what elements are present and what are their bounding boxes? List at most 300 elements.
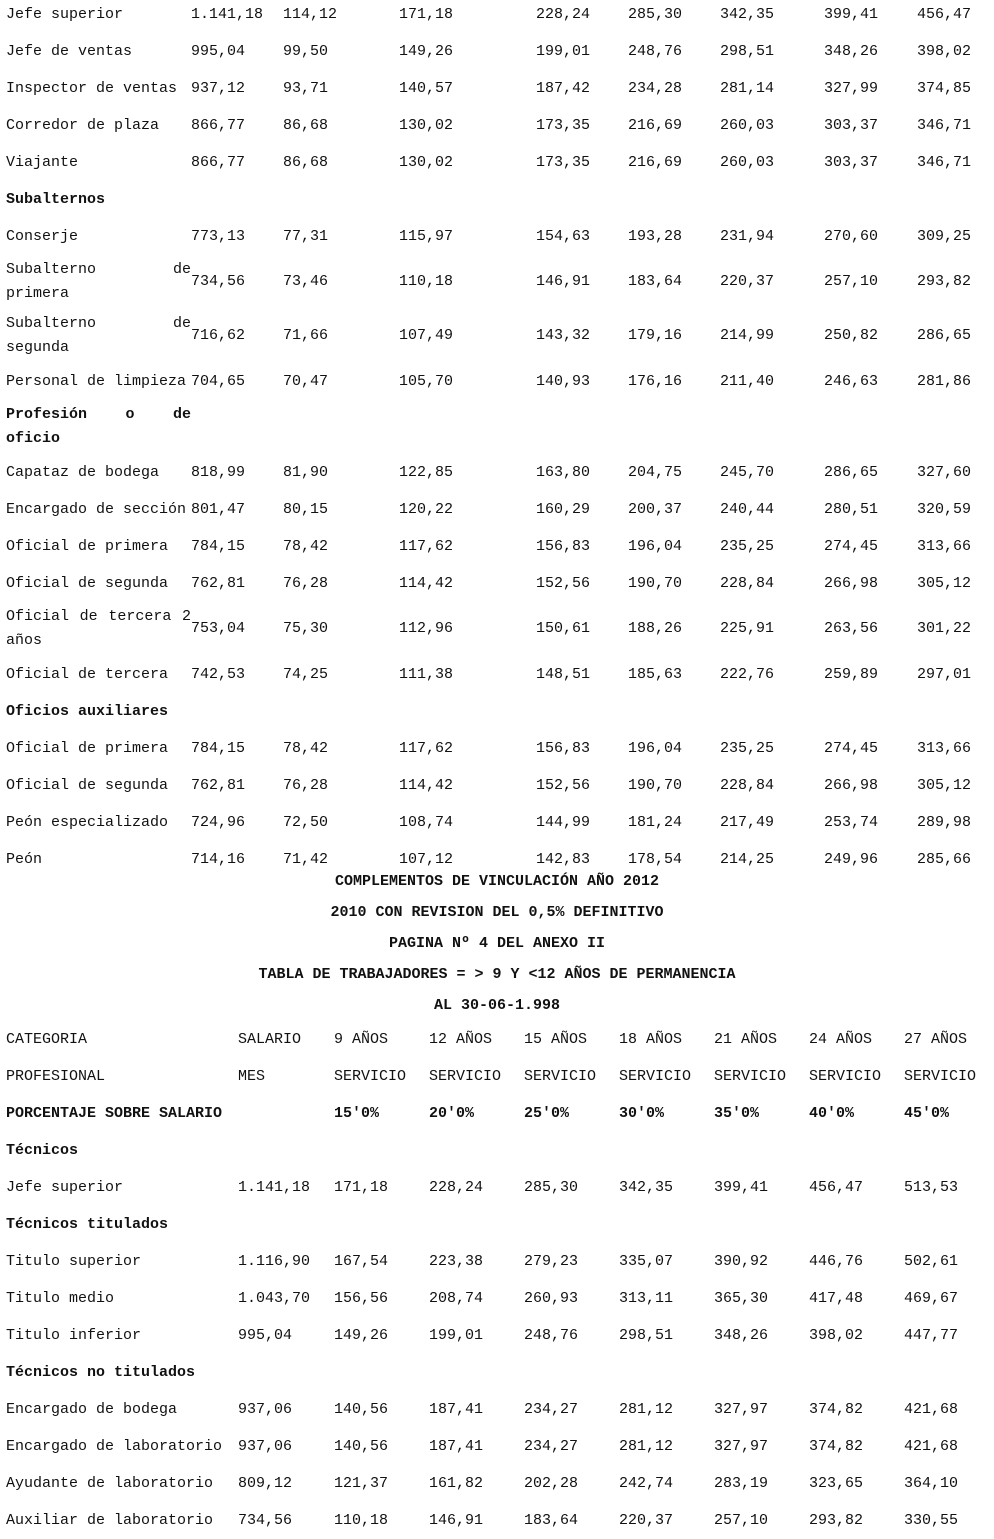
value-cell: 115,97 xyxy=(399,227,454,245)
value-cell: 513,53 xyxy=(904,1178,959,1196)
value-cell: 309,25 xyxy=(917,227,972,245)
empty-cell xyxy=(524,1206,619,1243)
section-label: Oficios auxiliares xyxy=(6,702,169,720)
value-cell: 75,30 xyxy=(283,620,329,637)
header-cell xyxy=(238,1095,334,1132)
value-cell: 734,56 xyxy=(191,273,246,290)
table-row xyxy=(6,1465,988,1502)
value-cell: 173,35 xyxy=(536,153,591,171)
empty-cell xyxy=(917,400,988,454)
value-cell: 235,25 xyxy=(720,537,775,555)
value-cell: 234,28 xyxy=(628,79,683,97)
value-cell: 167,54 xyxy=(334,1252,389,1270)
value-cell: 199,01 xyxy=(536,42,591,60)
value-cell: 93,71 xyxy=(283,79,329,97)
empty-cell xyxy=(524,1354,619,1391)
heading-title: COMPLEMENTOS DE VINCULACIÓN AÑO 2012 xyxy=(334,873,660,890)
value-cell: 204,75 xyxy=(628,463,683,481)
value-cell: 809,12 xyxy=(238,1474,293,1492)
value-cell: 248,76 xyxy=(524,1326,579,1344)
value-cell: 297,01 xyxy=(917,665,972,683)
value-cell: 234,27 xyxy=(524,1437,579,1455)
category-cell: Oficial de primera xyxy=(6,739,169,757)
value-cell: 502,61 xyxy=(904,1252,959,1270)
value-cell: 390,92 xyxy=(714,1252,769,1270)
value-cell: 937,06 xyxy=(238,1400,293,1418)
empty-cell xyxy=(714,1206,809,1243)
value-cell: 417,48 xyxy=(809,1289,864,1307)
value-cell: 150,61 xyxy=(536,620,591,637)
value-cell: 305,12 xyxy=(917,776,972,794)
value-cell: 146,91 xyxy=(429,1511,484,1529)
value-cell: 253,74 xyxy=(824,813,879,831)
section-label: Profesión o de oficio xyxy=(6,406,191,447)
value-cell: 231,94 xyxy=(720,227,775,245)
empty-cell xyxy=(619,1206,714,1243)
value-cell: 446,76 xyxy=(809,1252,864,1270)
value-cell: 114,12 xyxy=(283,5,338,23)
value-cell: 181,24 xyxy=(628,813,683,831)
value-cell: 348,26 xyxy=(714,1326,769,1344)
category-cell: Oficial de tercera 2 años xyxy=(6,608,191,649)
value-cell: 193,28 xyxy=(628,227,683,245)
value-cell: 469,67 xyxy=(904,1289,959,1307)
table-row xyxy=(6,730,988,767)
value-cell: 995,04 xyxy=(191,42,246,60)
empty-cell xyxy=(238,1354,334,1391)
value-cell: 117,62 xyxy=(399,739,454,757)
category-cell: Jefe de ventas xyxy=(6,42,133,60)
empty-cell xyxy=(334,1354,429,1391)
table-row xyxy=(6,656,988,693)
empty-cell xyxy=(399,181,536,218)
value-cell: 281,12 xyxy=(619,1400,674,1418)
value-cell: 298,51 xyxy=(720,42,775,60)
value-cell: 99,50 xyxy=(283,42,329,60)
empty-cell xyxy=(714,1132,809,1169)
header-cell: 45'0% xyxy=(904,1104,950,1122)
value-cell: 228,84 xyxy=(720,574,775,592)
value-cell: 937,06 xyxy=(238,1437,293,1455)
value-cell: 342,35 xyxy=(720,5,775,23)
value-cell: 266,98 xyxy=(824,776,879,794)
value-cell: 110,18 xyxy=(399,273,454,290)
value-cell: 937,12 xyxy=(191,79,246,97)
value-cell: 995,04 xyxy=(238,1326,293,1344)
value-cell: 112,96 xyxy=(399,620,454,637)
value-cell: 183,64 xyxy=(524,1511,579,1529)
value-cell: 154,63 xyxy=(536,227,591,245)
value-cell: 176,16 xyxy=(628,372,683,390)
value-cell: 78,42 xyxy=(283,537,329,555)
value-cell: 818,99 xyxy=(191,463,246,481)
value-cell: 285,30 xyxy=(628,5,683,23)
value-cell: 214,25 xyxy=(720,850,775,868)
value-cell: 216,69 xyxy=(628,116,683,134)
empty-cell xyxy=(238,1206,334,1243)
salary-table-bottom xyxy=(6,1021,988,1539)
table-row xyxy=(6,363,988,400)
empty-cell xyxy=(191,181,283,218)
heading-page: PAGINA Nº 4 DEL ANEXO II xyxy=(388,935,606,952)
value-cell: 249,96 xyxy=(824,850,879,868)
document-headings xyxy=(0,866,994,1021)
table-row xyxy=(6,309,988,363)
empty-cell xyxy=(824,693,917,730)
heading-revision: 2010 CON REVISION DEL 0,5% DEFINITIVO xyxy=(330,904,664,921)
value-cell: 121,37 xyxy=(334,1474,389,1492)
category-cell: Titulo inferior xyxy=(6,1326,142,1344)
category-cell: Corredor de plaza xyxy=(6,116,160,134)
value-cell: 246,63 xyxy=(824,372,879,390)
value-cell: 140,56 xyxy=(334,1437,389,1455)
value-cell: 240,44 xyxy=(720,500,775,518)
header-cell: SERVICIO xyxy=(619,1067,692,1085)
value-cell: 266,98 xyxy=(824,574,879,592)
value-cell: 399,41 xyxy=(824,5,879,23)
value-cell: 78,42 xyxy=(283,739,329,757)
value-cell: 228,24 xyxy=(536,5,591,23)
value-cell: 163,80 xyxy=(536,463,591,481)
category-cell: Encargado de bodega xyxy=(6,1400,178,1418)
value-cell: 327,99 xyxy=(824,79,879,97)
value-cell: 122,85 xyxy=(399,463,454,481)
value-cell: 72,50 xyxy=(283,813,329,831)
empty-cell xyxy=(917,181,988,218)
table-row xyxy=(6,528,988,565)
value-cell: 220,37 xyxy=(619,1511,674,1529)
category-cell: Titulo superior xyxy=(6,1252,142,1270)
value-cell: 399,41 xyxy=(714,1178,769,1196)
value-cell: 80,15 xyxy=(283,500,329,518)
value-cell: 398,02 xyxy=(917,42,972,60)
empty-cell xyxy=(904,1354,988,1391)
value-cell: 190,70 xyxy=(628,574,683,592)
table-row xyxy=(6,602,988,656)
value-cell: 178,54 xyxy=(628,850,683,868)
value-cell: 86,68 xyxy=(283,116,329,134)
value-cell: 293,82 xyxy=(917,273,972,290)
value-cell: 327,97 xyxy=(714,1437,769,1455)
value-cell: 222,76 xyxy=(720,665,775,683)
empty-cell xyxy=(917,693,988,730)
empty-cell xyxy=(720,400,824,454)
empty-cell xyxy=(628,400,720,454)
value-cell: 217,49 xyxy=(720,813,775,831)
table-row xyxy=(6,454,988,491)
section-row xyxy=(6,693,988,730)
value-cell: 211,40 xyxy=(720,372,775,390)
value-cell: 140,57 xyxy=(399,79,454,97)
header-cell: SERVICIO xyxy=(334,1067,407,1085)
value-cell: 374,82 xyxy=(809,1400,864,1418)
header-cell: SERVICIO xyxy=(524,1067,597,1085)
value-cell: 335,07 xyxy=(619,1252,674,1270)
category-cell: Ayudante de laboratorio xyxy=(6,1474,214,1492)
header-category-cell: CATEGORIA xyxy=(6,1030,88,1048)
category-cell: Subalterno de segunda xyxy=(6,315,191,356)
table-row xyxy=(6,107,988,144)
value-cell: 753,04 xyxy=(191,620,246,637)
header-cell: SERVICIO xyxy=(904,1067,977,1085)
value-cell: 716,62 xyxy=(191,327,246,344)
empty-cell xyxy=(283,400,399,454)
value-cell: 784,15 xyxy=(191,537,246,555)
value-cell: 801,47 xyxy=(191,500,246,518)
section-row xyxy=(6,1206,988,1243)
value-cell: 327,60 xyxy=(917,463,972,481)
value-cell: 149,26 xyxy=(399,42,454,60)
category-cell: Conserje xyxy=(6,227,79,245)
value-cell: 111,38 xyxy=(399,665,454,683)
header-cell: 24 AÑOS xyxy=(809,1030,873,1048)
value-cell: 327,97 xyxy=(714,1400,769,1418)
value-cell: 259,89 xyxy=(824,665,879,683)
table-row xyxy=(6,1391,988,1428)
empty-cell xyxy=(628,693,720,730)
value-cell: 704,65 xyxy=(191,372,246,390)
value-cell: 762,81 xyxy=(191,776,246,794)
value-cell: 285,66 xyxy=(917,850,972,868)
value-cell: 156,83 xyxy=(536,739,591,757)
value-cell: 250,82 xyxy=(824,327,879,344)
empty-cell xyxy=(399,693,536,730)
header-row xyxy=(6,1058,988,1095)
value-cell: 285,30 xyxy=(524,1178,579,1196)
value-cell: 260,03 xyxy=(720,153,775,171)
value-cell: 107,49 xyxy=(399,327,454,344)
category-cell: Encargado de laboratorio xyxy=(6,1437,223,1455)
value-cell: 274,45 xyxy=(824,739,879,757)
header-cell: SALARIO xyxy=(238,1030,302,1048)
value-cell: 242,74 xyxy=(619,1474,674,1492)
value-cell: 196,04 xyxy=(628,739,683,757)
header-cell: 18 AÑOS xyxy=(619,1030,683,1048)
header-category-cell: PROFESIONAL xyxy=(6,1067,106,1085)
value-cell: 734,56 xyxy=(238,1511,293,1529)
value-cell: 156,83 xyxy=(536,537,591,555)
value-cell: 152,56 xyxy=(536,574,591,592)
value-cell: 263,56 xyxy=(824,620,879,637)
table-row xyxy=(6,1243,988,1280)
table-row xyxy=(6,1280,988,1317)
section-label: Técnicos xyxy=(6,1141,79,1159)
value-cell: 286,65 xyxy=(917,327,972,344)
empty-cell xyxy=(904,1132,988,1169)
header-cell: 15'0% xyxy=(334,1104,380,1122)
value-cell: 421,68 xyxy=(904,1437,959,1455)
value-cell: 120,22 xyxy=(399,500,454,518)
value-cell: 161,82 xyxy=(429,1474,484,1492)
value-cell: 270,60 xyxy=(824,227,879,245)
value-cell: 185,63 xyxy=(628,665,683,683)
value-cell: 313,66 xyxy=(917,537,972,555)
header-cell: 9 AÑOS xyxy=(334,1030,389,1048)
value-cell: 144,99 xyxy=(536,813,591,831)
value-cell: 260,93 xyxy=(524,1289,579,1307)
empty-cell xyxy=(809,1132,904,1169)
table-row xyxy=(6,767,988,804)
empty-cell xyxy=(283,693,399,730)
value-cell: 374,82 xyxy=(809,1437,864,1455)
value-cell: 86,68 xyxy=(283,153,329,171)
empty-cell xyxy=(619,1132,714,1169)
value-cell: 173,35 xyxy=(536,116,591,134)
category-cell: Jefe superior xyxy=(6,5,124,23)
value-cell: 190,70 xyxy=(628,776,683,794)
value-cell: 183,64 xyxy=(628,273,683,290)
value-cell: 200,37 xyxy=(628,500,683,518)
value-cell: 286,65 xyxy=(824,463,879,481)
header-cell: SERVICIO xyxy=(714,1067,787,1085)
value-cell: 70,47 xyxy=(283,372,329,390)
header-cell: SERVICIO xyxy=(429,1067,502,1085)
value-cell: 280,51 xyxy=(824,500,879,518)
category-cell: Auxiliar de laboratorio xyxy=(6,1511,214,1529)
empty-cell xyxy=(429,1354,524,1391)
value-cell: 179,16 xyxy=(628,327,683,344)
value-cell: 348,26 xyxy=(824,42,879,60)
value-cell: 117,62 xyxy=(399,537,454,555)
value-cell: 1.141,18 xyxy=(191,5,264,23)
value-cell: 289,98 xyxy=(917,813,972,831)
table-row xyxy=(6,491,988,528)
value-cell: 323,65 xyxy=(809,1474,864,1492)
value-cell: 220,37 xyxy=(720,273,775,290)
value-cell: 160,29 xyxy=(536,500,591,518)
value-cell: 305,12 xyxy=(917,574,972,592)
value-cell: 364,10 xyxy=(904,1474,959,1492)
value-cell: 171,18 xyxy=(399,5,454,23)
value-cell: 202,28 xyxy=(524,1474,579,1492)
table-row xyxy=(6,255,988,309)
value-cell: 196,04 xyxy=(628,537,683,555)
empty-cell xyxy=(283,181,399,218)
header-cell: 35'0% xyxy=(714,1104,760,1122)
value-cell: 76,28 xyxy=(283,776,329,794)
empty-cell xyxy=(429,1206,524,1243)
table-row xyxy=(6,1317,988,1354)
table-row xyxy=(6,33,988,70)
header-cell: MES xyxy=(238,1067,266,1085)
value-cell: 188,26 xyxy=(628,620,683,637)
value-cell: 866,77 xyxy=(191,153,246,171)
table-row xyxy=(6,218,988,255)
value-cell: 146,91 xyxy=(536,273,591,290)
value-cell: 303,37 xyxy=(824,116,879,134)
header-cell: 30'0% xyxy=(619,1104,665,1122)
value-cell: 214,99 xyxy=(720,327,775,344)
value-cell: 313,66 xyxy=(917,739,972,757)
value-cell: 320,59 xyxy=(917,500,972,518)
category-cell: Jefe superior xyxy=(6,1178,124,1196)
empty-cell xyxy=(809,1354,904,1391)
table-row xyxy=(6,144,988,181)
value-cell: 140,56 xyxy=(334,1400,389,1418)
category-cell: Viajante xyxy=(6,153,79,171)
header-row xyxy=(6,1021,988,1058)
value-cell: 107,12 xyxy=(399,850,454,868)
value-cell: 143,32 xyxy=(536,327,591,344)
value-cell: 398,02 xyxy=(809,1326,864,1344)
category-cell: Peón xyxy=(6,850,43,868)
empty-cell xyxy=(334,1132,429,1169)
value-cell: 784,15 xyxy=(191,739,246,757)
category-cell: Oficial de primera xyxy=(6,537,169,555)
value-cell: 283,19 xyxy=(714,1474,769,1492)
header-cell: 20'0% xyxy=(429,1104,475,1122)
value-cell: 71,66 xyxy=(283,327,329,344)
heading-table-name: TABLA DE TRABAJADORES = > 9 Y <12 AÑOS DE PERMANENCIA xyxy=(258,966,736,983)
value-cell: 374,85 xyxy=(917,79,972,97)
value-cell: 1.116,90 xyxy=(238,1252,311,1270)
header-cell: 27 AÑOS xyxy=(904,1030,968,1048)
value-cell: 330,55 xyxy=(904,1511,959,1529)
value-cell: 156,56 xyxy=(334,1289,389,1307)
value-cell: 228,24 xyxy=(429,1178,484,1196)
value-cell: 140,93 xyxy=(536,372,591,390)
value-cell: 342,35 xyxy=(619,1178,674,1196)
value-cell: 171,18 xyxy=(334,1178,389,1196)
value-cell: 773,13 xyxy=(191,227,246,245)
value-cell: 281,12 xyxy=(619,1437,674,1455)
value-cell: 108,74 xyxy=(399,813,454,831)
empty-cell xyxy=(720,181,824,218)
value-cell: 105,70 xyxy=(399,372,454,390)
value-cell: 245,70 xyxy=(720,463,775,481)
section-row xyxy=(6,1354,988,1391)
header-cell: 12 AÑOS xyxy=(429,1030,493,1048)
table-top-body xyxy=(6,0,988,878)
empty-cell xyxy=(824,400,917,454)
category-cell: Titulo medio xyxy=(6,1289,115,1307)
value-cell: 456,47 xyxy=(917,5,972,23)
table-row xyxy=(6,1502,988,1539)
header-cell: 40'0% xyxy=(809,1104,855,1122)
table-row xyxy=(6,1169,988,1206)
heading-date: AL 30-06-1.998 xyxy=(433,997,561,1014)
value-cell: 235,25 xyxy=(720,739,775,757)
section-row xyxy=(6,400,988,454)
value-cell: 293,82 xyxy=(809,1511,864,1529)
value-cell: 114,42 xyxy=(399,776,454,794)
value-cell: 130,02 xyxy=(399,153,454,171)
empty-cell xyxy=(536,400,628,454)
value-cell: 742,53 xyxy=(191,665,246,683)
table-bottom-body xyxy=(6,1021,988,1539)
empty-cell xyxy=(904,1206,988,1243)
empty-cell xyxy=(334,1206,429,1243)
value-cell: 456,47 xyxy=(809,1178,864,1196)
empty-cell xyxy=(809,1206,904,1243)
category-cell: Oficial de tercera xyxy=(6,665,169,683)
header-category-cell: PORCENTAJE SOBRE SALARIO xyxy=(6,1104,223,1122)
percent-row xyxy=(6,1095,988,1132)
category-cell: Peón especializado xyxy=(6,813,169,831)
value-cell: 76,28 xyxy=(283,574,329,592)
value-cell: 152,56 xyxy=(536,776,591,794)
empty-cell xyxy=(714,1354,809,1391)
value-cell: 447,77 xyxy=(904,1326,959,1344)
empty-cell xyxy=(399,400,536,454)
category-cell: Encargado de sección xyxy=(6,500,187,518)
value-cell: 1.141,18 xyxy=(238,1178,311,1196)
empty-cell xyxy=(619,1354,714,1391)
value-cell: 81,90 xyxy=(283,463,329,481)
value-cell: 281,86 xyxy=(917,372,972,390)
table-row xyxy=(6,1428,988,1465)
value-cell: 421,68 xyxy=(904,1400,959,1418)
